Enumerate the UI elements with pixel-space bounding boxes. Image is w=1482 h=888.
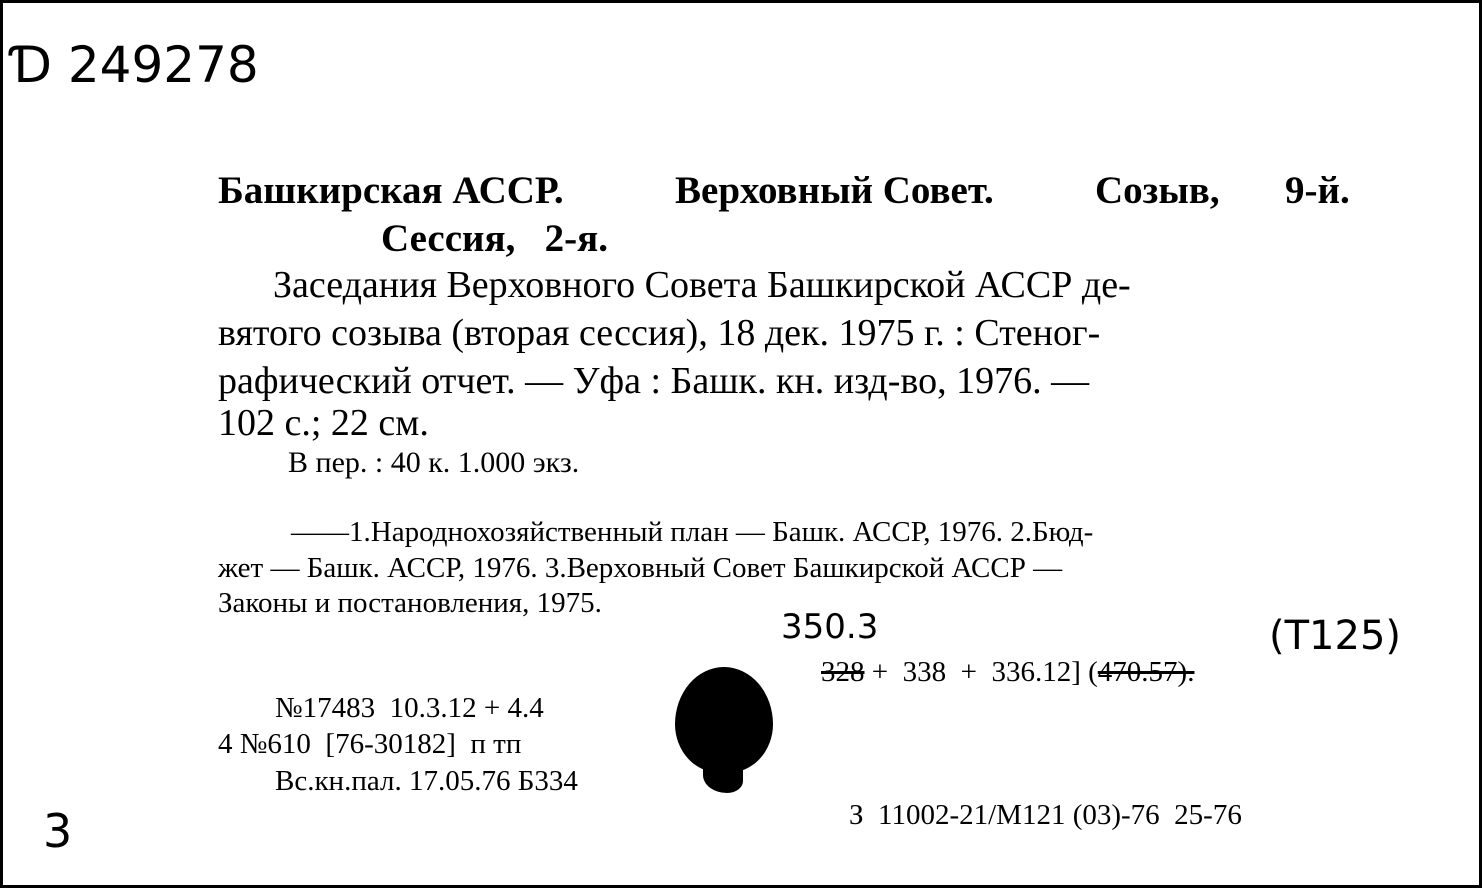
heading-part-1: Башкирская АССР. <box>218 169 564 212</box>
struck-tail: 470.57). <box>1097 656 1195 688</box>
subject-line-2: жет — Башк. АССР, 1976. 3.Верховный Совет Башкирской АССР — <box>218 552 1063 584</box>
price-line: В пер. : 40 к. 1.000 экз. <box>288 446 580 479</box>
description-line-1: Заседания Верховного Совета Башкирской АССР де- <box>273 264 1131 306</box>
registry-line-1: №17483 10.3.12 + 4.4 <box>275 692 544 724</box>
corner-mark: 3 <box>43 804 73 858</box>
handwritten-code: 350.3 <box>781 607 879 647</box>
catalog-code: З 11002-21/М121 (03)-76 25-76 <box>849 799 1242 831</box>
subject-line-3: Законы и постановления, 1975. <box>218 587 602 619</box>
registry-line-3: Вс.кн.пал. 17.05.76 Б334 <box>275 765 578 797</box>
heading-part-3: Созыв, <box>1095 169 1220 212</box>
classification-line <box>821 655 1194 689</box>
ink-blot <box>675 667 773 773</box>
subject-line-1: ——1.Народнохозяйственный план — Башк. АССР, 1976. 2.Бюд- <box>291 516 1094 548</box>
classification-rest: + 338 + 336.12] ( <box>871 656 1098 688</box>
description-line-3: рафический отчет. — Уфа : Башк. кн. изд-во, 1976. — <box>218 360 1090 402</box>
accession-number: Ɗ 249278 <box>11 36 259 94</box>
heading-part-4: 9-й. <box>1285 169 1350 212</box>
handwritten-annotation: (Т125) <box>1269 613 1401 659</box>
description-line-2: вятого созыва (вторая сессия), 18 дек. 1975 г. : Стеног- <box>218 312 1101 354</box>
ink-blot-tail <box>703 763 743 793</box>
description-line-4: 102 с.; 22 см. <box>218 402 429 444</box>
registry-line-2: 4 №610 [76-30182] п тп <box>218 728 522 760</box>
struck-code: 328 <box>821 656 865 688</box>
session-heading: Сессия, 2-я. <box>381 217 608 260</box>
heading-part-2: Верховный Совет. <box>675 169 994 212</box>
